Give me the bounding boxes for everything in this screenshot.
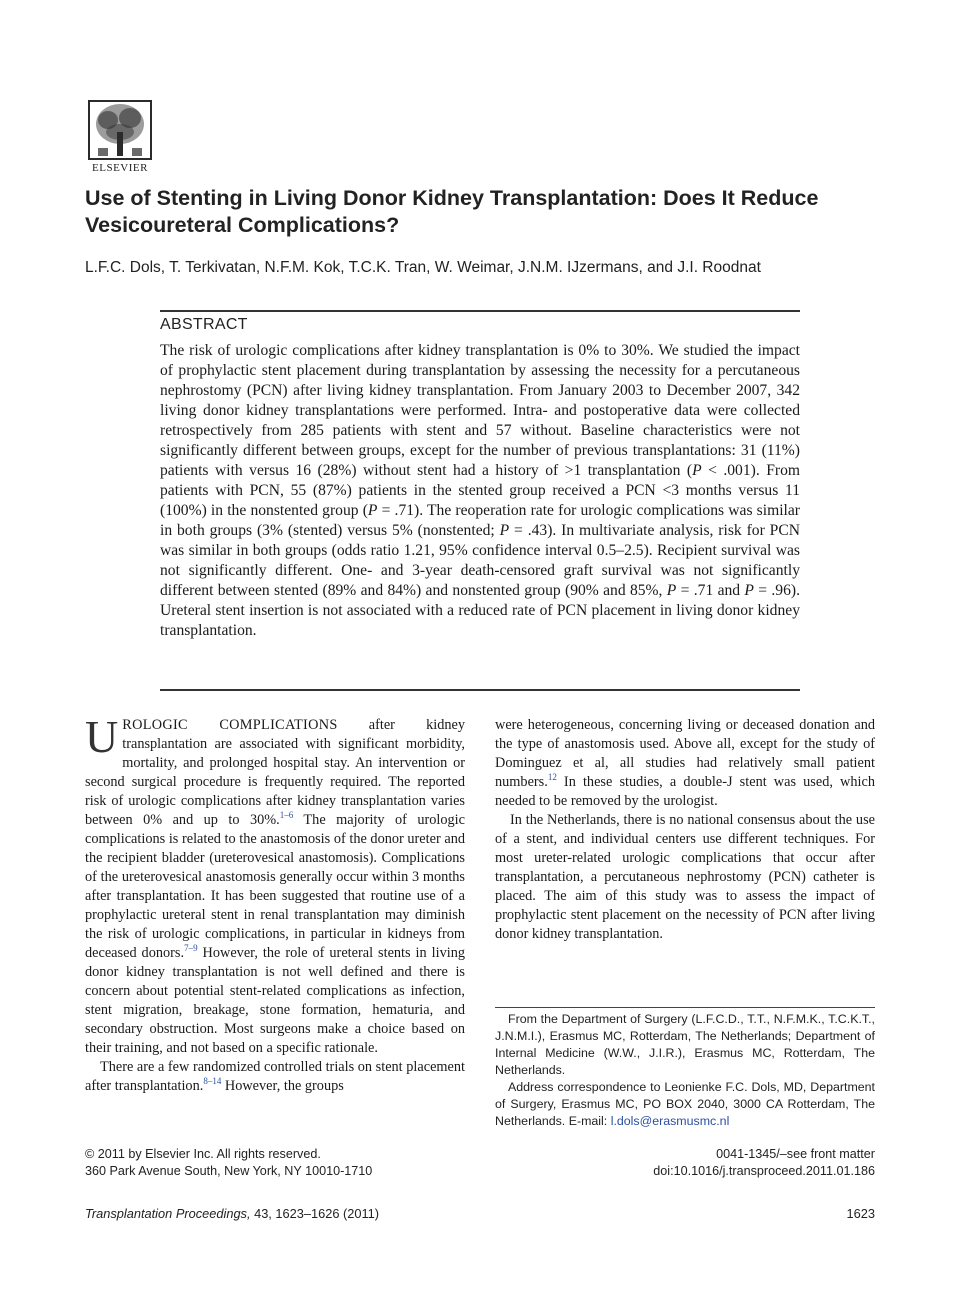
citation-link[interactable]: 1–6 [279,810,294,821]
publisher-address: 360 Park Avenue South, New York, NY 10010-1710 [85,1164,373,1178]
footnotes [495,1011,875,1130]
citation-link[interactable]: 8–14 [203,1076,222,1087]
issn-line: 0041-1345/–see front matter [716,1147,875,1161]
body-paragraph-trials: There are a few randomized controlled trials on stent placement after transplantation.$^{8-14}$ However, the groups [85,1059,465,1094]
issn-block [653,1146,875,1180]
copyright-block [85,1146,372,1180]
citation-link[interactable]: 7–9 [184,943,198,954]
body-paragraph-aim: In the Netherlands, there is no national consensus about the use of a stent, and individual centers use different techniques. For most ureter-related urologic complications that occur after transplantation, a percutaneous nephrostomy (PCN) catheter is placed. The aim of this study was to assess the impact of prophylactic stent placement on the necessity of PCN after living donor kidney transplantation. [495,812,875,942]
body-column-right [495,716,875,944]
author-list: L.F.C. Dols, T. Terkivatan, N.F.M. Kok, T.C.K. Tran, W. Weimar, J.N.M. IJzermans, and J.I. Roodnat [85,259,761,276]
abstract-text: The risk of urologic complications after kidney transplantation is 0% to 30%. We studied the impact of prophylactic stent placement during transplantation by assessing the necessity for a percutaneous nephrostomy (PCN) after living kidney transplantation. From January 2003 to December 2007, 342 living donor kidney transplantations were performed. Intra- and postoperative data were collected retrospectively from 285 patients with stent and 57 without. Baseline characteristics were not significantly different between groups, except for the number of previous transplantations: 31 (11%) patients with versus 16 (28%) without stent had a history of >1 transplantation (P < .001). From patients with PCN, 55 (87%) patients in the stented group received a PCN <3 months versus 11 (100%) in the nonstented group (P = .71). The reoperation rate for urologic complications was similar in both groups (3% (stented) versus 5% (nonstented; P = .43). In multivariate analysis, risk for PCN was similar in both groups (odds ratio 1.21, 95% confidence interval 0.5–2.5). Recipient survival was not significantly different. One- and 3-year death-censored graft survival was not significantly different between stented (89% and 84%) and nonstented group (90% and 85%, P = .71 and P = .96). Ureteral stent insertion is not associated with a reduced rate of PCN placement in living donor kidney transplantation. [160,342,800,639]
body-column-left [85,711,466,1096]
footnote-rule [495,1007,875,1008]
body-paragraph-trials-continued: were heterogeneous, concerning living or deceased donation and the type of anastomosis used. Above all, except for the study of Dominguez et al, all studies had relatively small patient numbers.$^{12}$ In these studies, a double-J stent was used, which needed to be removed by the urologist. [495,717,875,809]
copyright-line: © 2011 by Elsevier Inc. All rights reserved. [85,1147,321,1161]
drop-cap: U [85,711,119,762]
abstract-heading: ABSTRACT [160,316,248,333]
citation-link[interactable]: 12 [547,772,557,783]
journal-citation: Transplantation Proceedings, 43, 1623–1626 (2011) [85,1206,380,1221]
correspondence-note: Address correspondence to Leonienke F.C. Dols, MD, Department of Surgery, Erasmus MC, PO BOX 2040, 3000 CA Rotterdam, The Netherlands. E-mail: l.dols@erasmusmc.nl [495,1080,875,1128]
abstract-top-rule [160,310,800,312]
doi-line[interactable]: doi:10.1016/j.transproceed.2011.01.186 [653,1164,875,1178]
page-number: 1623 [846,1206,875,1221]
email-link[interactable]: l.dols@erasmusmc.nl [610,1114,730,1128]
body-paragraph-intro: UROLOGIC COMPLICATIONS after kidney transplantation are associated with significant morbidity, mortality, and prolonged hospital stay. An intervention or second surgical procedure is frequently required. The reported risk of urologic complications after kidney transplantation varies between 0% and up to 30%.$^{1-6}$ The majority of urologic complications is related to the anastomosis of the donor ureter and the recipient bladder (ureterovesical anastomosis). Complications of the ureterovesical anastomosis generally occur within 3 months after transplantation. It has been suggested that routine use of a prophylactic ureteral stent in renal transplantation may diminish the risk of urologic complications, in particular in kidneys from deceased donors.$^{7-9}$ However, the role of ureteral stents in living donor kidney transplantation is not well defined and there is concern about potential stent-related complications as infection, stent migration, breakage, stone formation, hematuria, and secondary obstruction. Most surgeons make a choice based on their training, and not based on a specific rationale. [85,711,466,1056]
abstract-bottom-rule [160,689,800,691]
article-title: Use of Stenting in Living Donor Kidney Transplantation: Does It Reduce Vesicoureteral Complications? [85,186,819,237]
elsevier-wordmark: ELSEVIER [92,162,148,174]
affiliation-note: From the Department of Surgery (L.F.C.D., T.T., N.F.M.K., T.C.K.T., J.N.M.I.), Erasmus MC, Rotterdam, The Netherlands; Department of Internal Medicine (W.W., J.I.R.), Erasmus MC, Rotterdam, The Netherlands. [495,1012,875,1077]
